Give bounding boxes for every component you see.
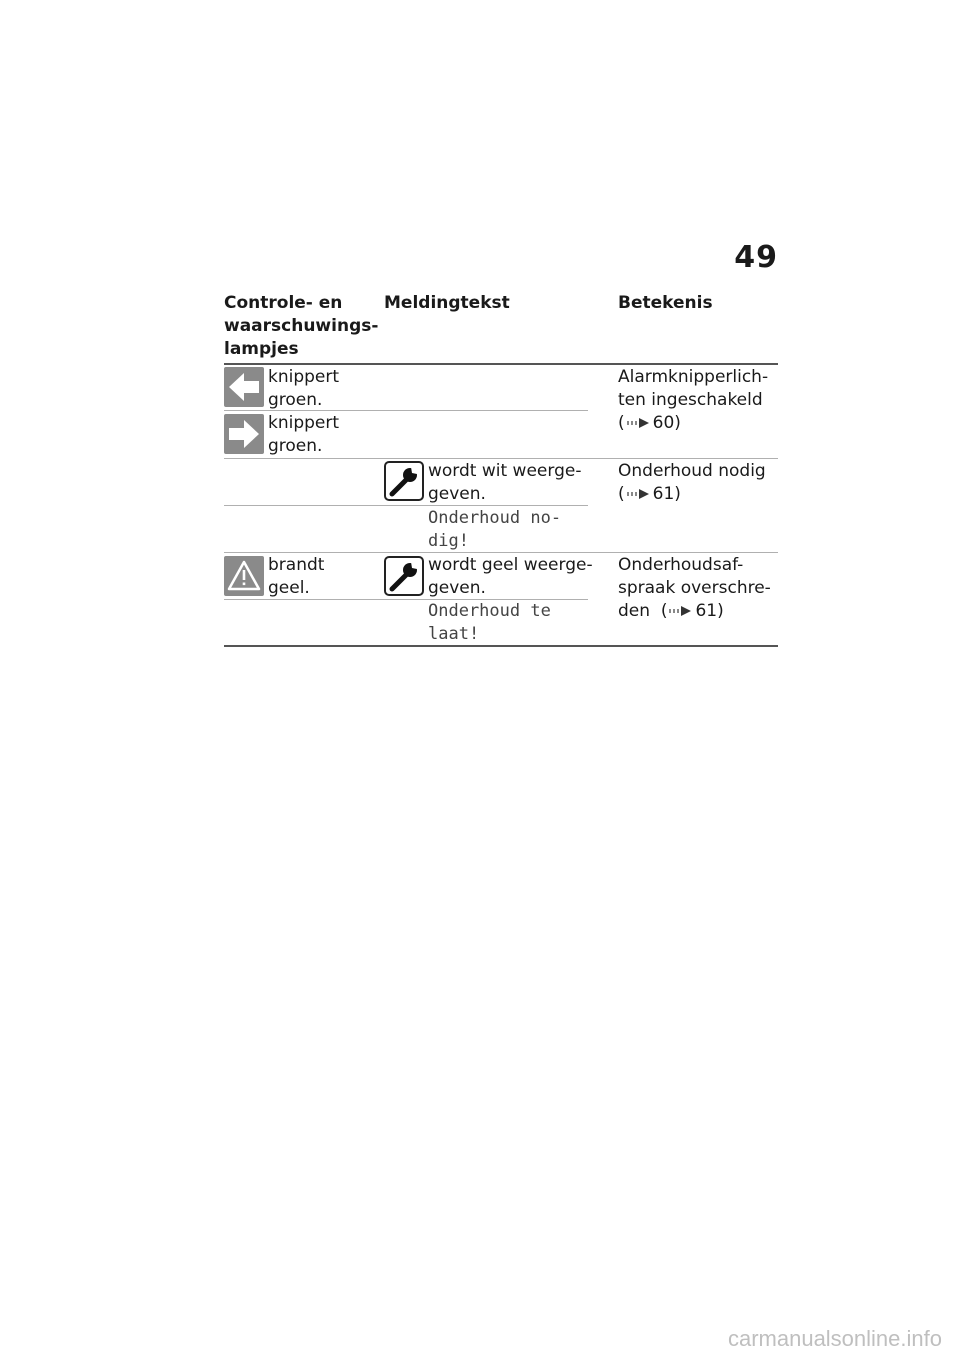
meaning-hazard-line2: ten ingeschakeld xyxy=(618,390,763,410)
page-reference-arrow-icon xyxy=(625,416,653,430)
message-yellow-text xyxy=(428,554,593,600)
meaning-service-line1: Onderhoud nodig xyxy=(618,461,766,481)
header-lamps-line1: Controle- en xyxy=(224,293,343,313)
ref-paren: ( xyxy=(660,601,668,621)
wrench-icon xyxy=(384,461,424,501)
meaning-hazard-line1: Alarmknipperlich- xyxy=(618,367,769,387)
meaning-overdue-line2: spraak overschre- xyxy=(618,578,771,598)
message-white-line2: geven. xyxy=(428,484,486,504)
meaning-hazard xyxy=(618,366,768,435)
wrench-icon xyxy=(384,556,424,596)
ref-paren: ( xyxy=(618,484,625,504)
display-service-overdue-line1: Onderhoud te xyxy=(428,601,551,621)
ref-page: 60) xyxy=(652,413,681,433)
message-white-text xyxy=(428,460,581,506)
display-service-needed-line1: Onderhoud no- xyxy=(428,508,562,528)
page-reference-arrow-icon xyxy=(625,487,653,501)
header-lamps xyxy=(224,292,378,361)
header-divider xyxy=(224,363,778,365)
meaning-service-needed xyxy=(618,460,766,506)
lamp-right-line1: knippert xyxy=(268,413,340,433)
meaning-hazard-ref[interactable] xyxy=(618,412,768,435)
meaning-overdue-word: den xyxy=(618,601,651,621)
lamp-warning-line1: brandt xyxy=(268,555,325,575)
row-divider xyxy=(224,505,588,506)
lamp-left-text xyxy=(268,366,339,412)
meaning-service-ref[interactable] xyxy=(618,483,766,506)
lamp-right-line2: groen. xyxy=(268,436,323,456)
ref-page: 61) xyxy=(652,484,681,504)
header-lamps-line3: lampjes xyxy=(224,339,299,359)
display-service-overdue xyxy=(428,600,551,646)
display-service-overdue-line2: laat! xyxy=(428,624,480,644)
row-divider xyxy=(224,552,778,553)
header-message: Meldingtekst xyxy=(384,293,510,313)
table-bottom-divider xyxy=(224,645,778,647)
header-meaning: Betekenis xyxy=(618,293,713,313)
display-service-needed xyxy=(428,507,561,553)
lamp-left-line2: groen. xyxy=(268,390,323,410)
ref-page: 61) xyxy=(695,601,724,621)
meaning-service-overdue xyxy=(618,554,771,623)
message-white-line1: wordt wit weerge- xyxy=(428,461,582,481)
message-yellow-line1: wordt geel weerge- xyxy=(428,555,593,575)
row-divider xyxy=(224,458,778,459)
row-divider xyxy=(224,410,588,411)
message-yellow-line2: geven. xyxy=(428,578,486,598)
page-number: 49 xyxy=(734,240,778,275)
meaning-overdue-line1: Onderhoudsaf- xyxy=(618,555,744,575)
ref-paren: ( xyxy=(618,413,625,433)
display-service-needed-line2: dig! xyxy=(428,531,469,551)
header-lamps-line2: waarschuwings- xyxy=(224,316,379,336)
lamp-left-line1: knippert xyxy=(268,367,340,387)
turn-right-arrow-icon xyxy=(224,414,264,454)
watermark: carmanualsonline.info xyxy=(727,1326,942,1351)
lamp-warning-text xyxy=(268,554,324,600)
lamp-right-text xyxy=(268,412,339,458)
page-reference-arrow-icon xyxy=(667,604,695,618)
turn-left-arrow-icon xyxy=(224,367,264,407)
warning-triangle-icon xyxy=(224,556,264,596)
lamp-warning-line2: geel. xyxy=(268,578,310,598)
meaning-overdue-line3[interactable] xyxy=(618,600,771,623)
